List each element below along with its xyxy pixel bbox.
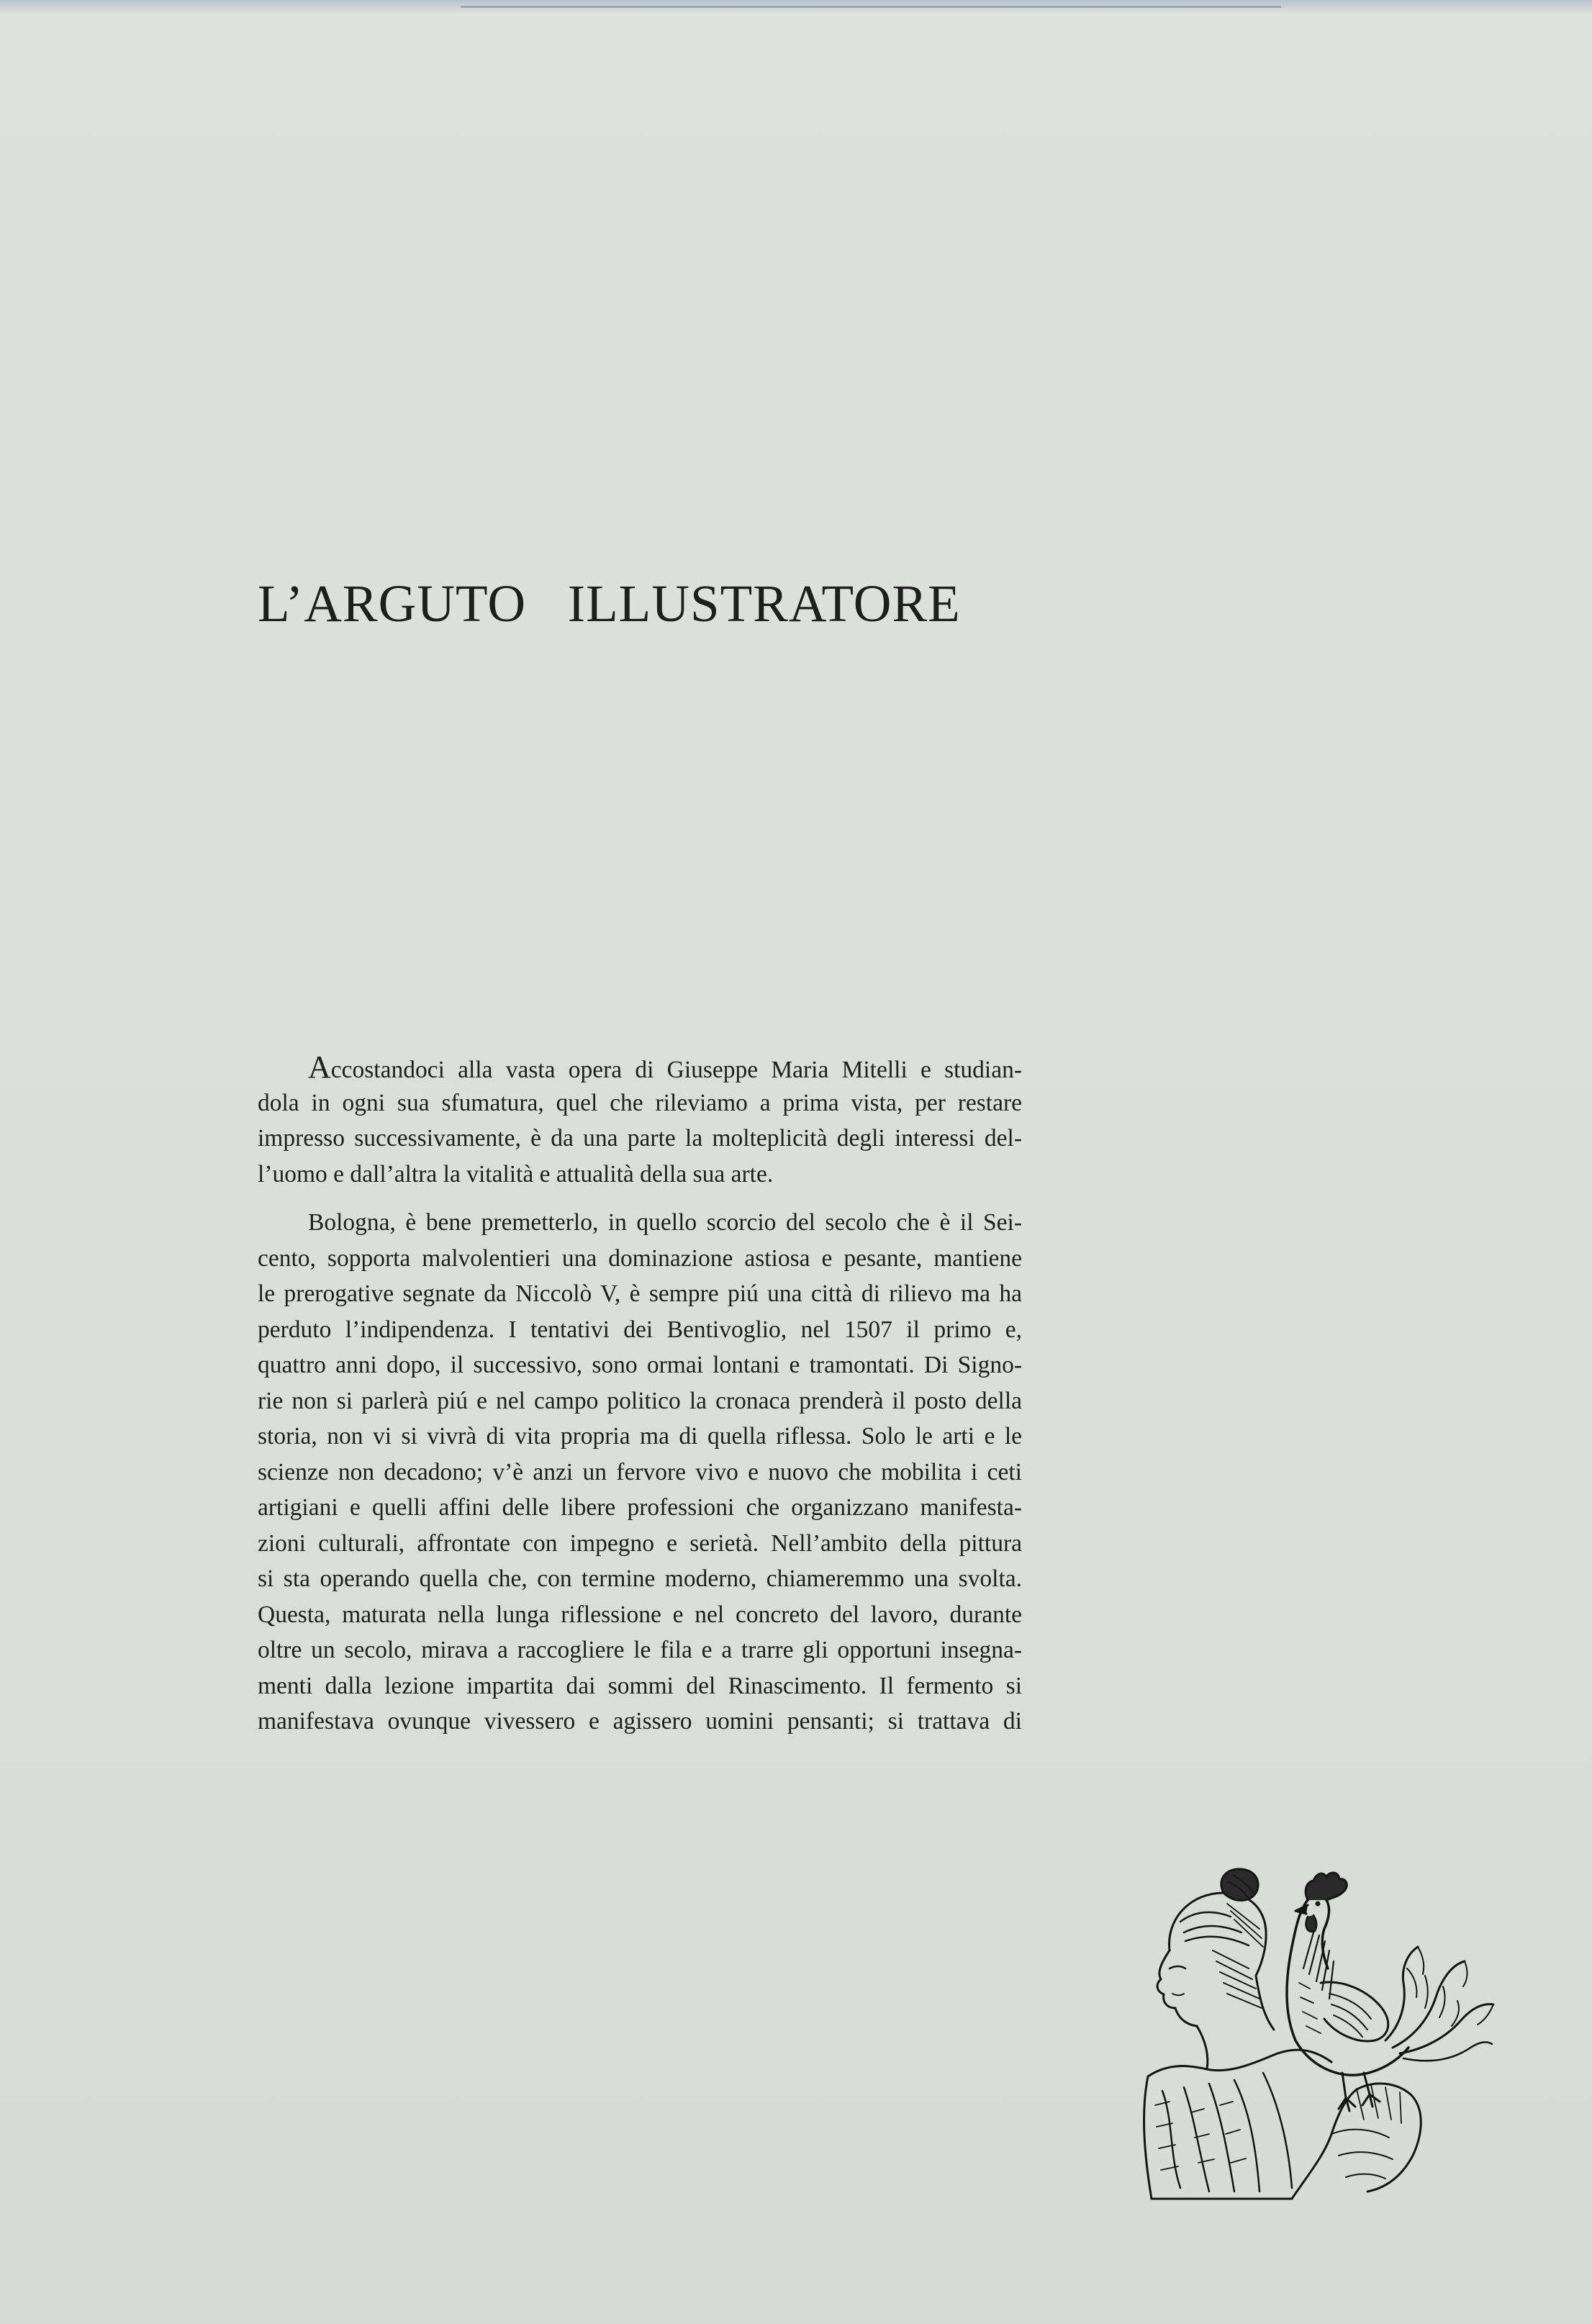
text-line: le prerogative segnate da Niccolò V, è sempre piú una città di rilievo ma ha [258,1280,1022,1307]
text-line: dola in ogni sua sfumatura, quel che rileviamo a prima vista, per restare [258,1089,1022,1116]
text-line: si sta operando quella che, con termine moderno, chiameremmo una svolta. [258,1565,1022,1592]
text-line: zioni culturali, affrontate con impegno e serietà. Nell’ambito della pittura [258,1529,1022,1557]
text-line: menti dalla lezione impartita dai sommi del Rinascimento. Il fermento si [258,1672,1022,1699]
text-line: quattro anni dopo, il successivo, sono ormai lontani e tramontati. Di Signo- [258,1352,1022,1378]
paragraph-gap [258,1192,1022,1205]
text-line: Bologna, è bene premetterlo, in quello scorcio del secolo che è il Sei- [308,1209,1022,1236]
text-line: storia, non vi si vivrà di vita propria ma di quella riflessa. Solo le arti e le [258,1423,1022,1450]
text-line: impresso successivamente, è da una parte la molteplicità degli interessi del- [258,1125,1022,1152]
text-line: oltre un secolo, mirava a raccogliere le fila e a trarre gli opportuni insegna- [258,1637,1022,1663]
text-line: artigiani e quelli affini delle libere professioni che organizzano manifesta- [258,1494,1022,1521]
text-line: rie non si parlerà piú e nel campo politico la cronaca prenderà il posto della [258,1387,1022,1414]
text-line: cento, sopporta malvolentieri una dominazione astiosa e pesante, mantiene [258,1244,1022,1272]
drop-initial: A [308,1049,331,1085]
chapter-title: L’ARGUTO ILLUSTRATORE [258,574,961,633]
text-line: perduto l’indipendenza. I tentativi dei Bentivoglio, nel 1507 il primo e, [258,1316,1022,1343]
text-line: l’uomo e dall’altra la vitalità e attualità della sua arte. [258,1160,774,1188]
text-line: Questa, maturata nella lunga riflessione e nel concreto del lavoro, durante [258,1601,1022,1628]
text-line: scienze non decadono; v’è anzi un fervore vivo e nuovo che mobilita i ceti [258,1458,1022,1486]
text-line: manifestava ovunque vivessero e agissero uomini pensanti; si trattava di [258,1708,1022,1735]
text-line: Accostandoci alla vasta opera di Giuseppe Maria Mitelli e studian- [308,1049,1022,1085]
page-top-shadow-line [461,6,1281,8]
body-text [258,1049,1022,1740]
woman-bust-with-rooster-icon [1141,1860,1497,2224]
